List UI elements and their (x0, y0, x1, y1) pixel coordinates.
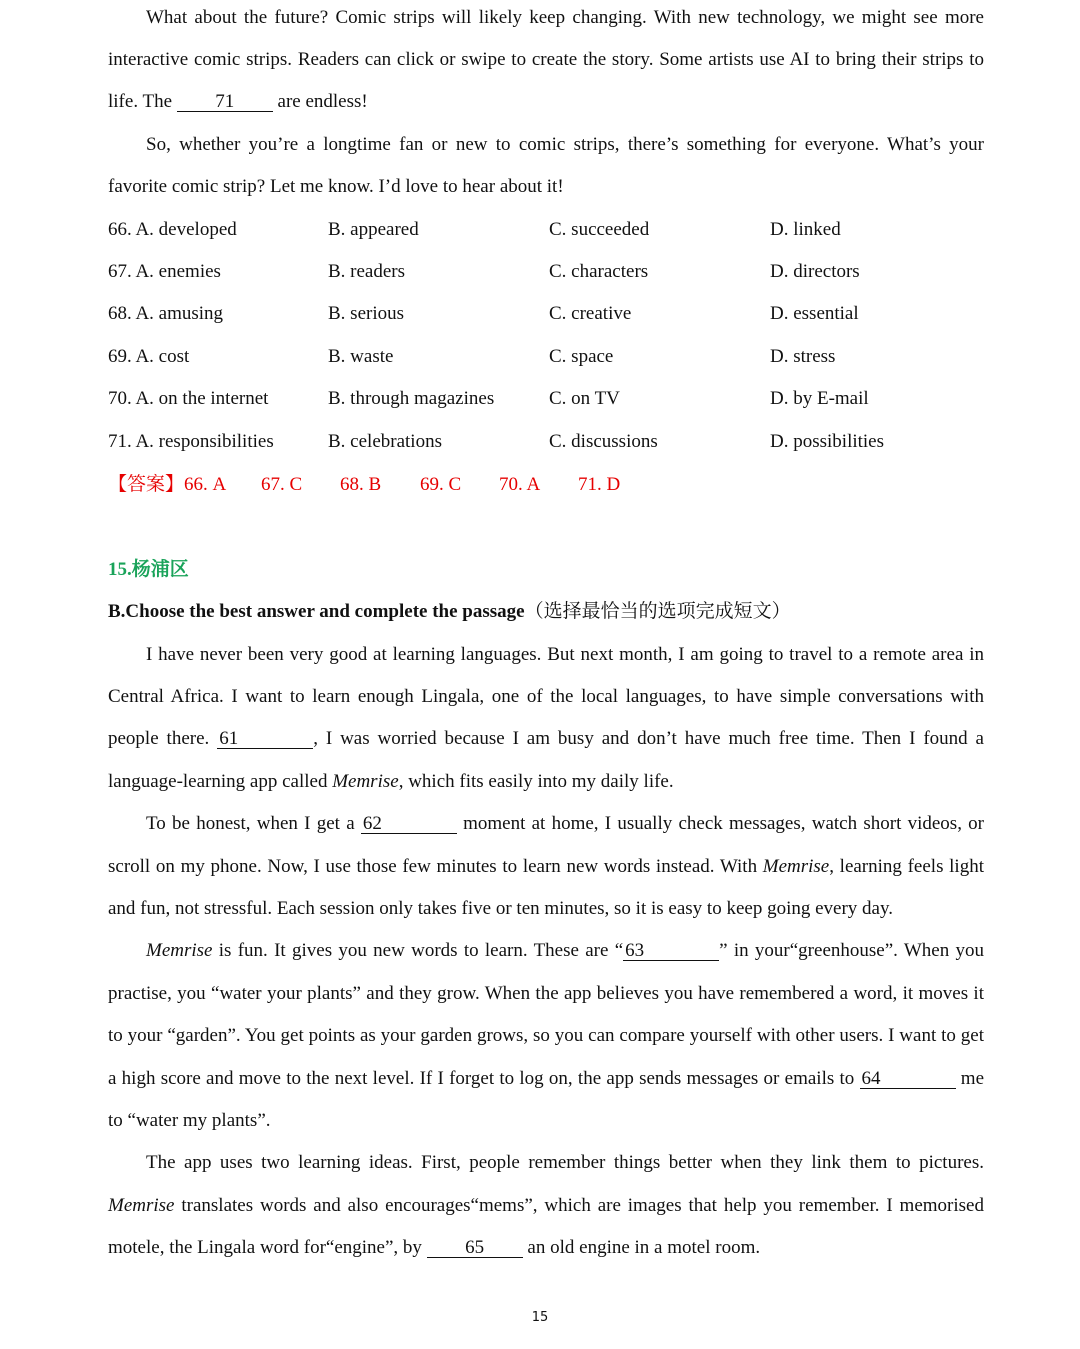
passage-line (108, 91, 984, 113)
option-a: 70. A. on the internet (108, 388, 269, 409)
app-name: Memrise (762, 856, 830, 877)
text: people there. (108, 728, 218, 749)
text: favorite comic strip? Let me know. I’d love to hear about it! (108, 176, 564, 197)
option-d: D. linked (770, 219, 841, 240)
text: life. The (108, 91, 177, 112)
text: language-learning app called (108, 771, 333, 792)
app-name: Memrise (332, 771, 399, 792)
passage-line (108, 1068, 984, 1090)
passage-line (108, 728, 984, 750)
blank-63: 63 (623, 942, 719, 961)
option-a: 71. A. responsibilities (108, 431, 274, 452)
passage-line (108, 771, 984, 793)
option-b: B. appeared (328, 219, 419, 240)
option-a: 67. A. enemies (108, 261, 221, 282)
text: What about the future? Comic strips will likely keep changing. With new technology, we might see more (146, 7, 984, 28)
option-row-70 (108, 388, 984, 410)
text: ” in your“greenhouse”. When you (719, 940, 984, 961)
option-row-66 (108, 219, 984, 241)
answer-69: 69. C (420, 474, 462, 495)
passage-line (146, 644, 984, 666)
passage-line (108, 898, 984, 920)
option-row-71 (108, 431, 984, 453)
option-d: D. by E-mail (770, 388, 869, 409)
passage-line (108, 176, 984, 198)
option-d: D. stress (770, 346, 836, 367)
text: is fun. It gives you new words to learn. These are “ (212, 940, 624, 961)
text: and fun, not stressful. Each session only takes five or ten minutes, so it is easy to keep going every day. (108, 898, 893, 919)
option-b: B. readers (328, 261, 406, 282)
passage-line (146, 813, 984, 835)
option-row-69 (108, 346, 984, 368)
blank-62: 62 (361, 815, 457, 834)
text: to “water my plants”. (108, 1110, 271, 1131)
option-c: C. characters (549, 261, 649, 282)
text: moment at home, I usually check messages, watch short videos, or (456, 813, 985, 834)
option-c: C. succeeded (549, 219, 650, 240)
passage-line (108, 686, 984, 708)
text: to your “garden”. You get points as your garden grows, so you can compare yourself with other users. I want to get (108, 1025, 984, 1046)
passage-line (108, 1237, 984, 1259)
text: me (955, 1068, 984, 1089)
option-c: C. creative (549, 303, 632, 324)
text: The app uses two learning ideas. First, people remember things better when they link them to pictures. (146, 1152, 984, 1173)
answer-68: 68. B (340, 474, 382, 495)
passage-line (108, 983, 984, 1005)
blank-61: 61 (217, 730, 313, 749)
app-name: Memrise (146, 940, 213, 961)
option-d: D. essential (770, 303, 859, 324)
option-c: C. discussions (549, 431, 658, 452)
passage-line (146, 1152, 984, 1174)
app-name: Memrise (108, 1195, 175, 1216)
answer-71: 71. D (578, 474, 621, 495)
option-b: B. waste (328, 346, 394, 367)
text: So, whether you’re a longtime fan or new to comic strips, there’s something for everyone. What’s your (146, 134, 984, 155)
passage-line (108, 856, 984, 878)
option-row-67 (108, 261, 984, 283)
text: To be honest, when I get a (146, 813, 361, 834)
option-d: D. directors (770, 261, 860, 282)
text: , which fits easily into my daily life. (398, 771, 674, 792)
answer-70: 70. A (499, 474, 541, 495)
passage-line (108, 1025, 984, 1047)
option-a: 69. A. cost (108, 346, 190, 367)
blank-71: 71 (177, 93, 273, 112)
blank-65: 65 (427, 1239, 523, 1258)
text: scroll on my phone. Now, I use those few minutes to learn new words instead. With (108, 856, 763, 877)
passage-line (146, 134, 984, 156)
section-title (108, 601, 791, 623)
option-row-68 (108, 303, 984, 325)
text: a high score and move to the next level. If I forget to log on, the app sends messages or emails to (108, 1068, 860, 1089)
text: Central Africa. I want to learn enough Lingala, one of the local languages, to have simple conversations with (108, 686, 984, 707)
option-a: 68. A. amusing (108, 303, 224, 324)
passage-line (108, 1195, 984, 1217)
text: I have never been very good at learning languages. But next month, I am going to travel to a remote area in (146, 644, 984, 665)
passage-line (108, 1110, 984, 1132)
text: an old engine in a motel room. (522, 1237, 761, 1258)
passage-line (146, 940, 984, 962)
option-b: B. through magazines (328, 388, 495, 409)
blank-64: 64 (860, 1070, 956, 1089)
text: , learning feels light (829, 856, 984, 877)
passage-line (146, 7, 984, 29)
section-heading: 15.杨浦区 (108, 559, 189, 580)
text: interactive comic strips. Readers can click or swipe to create the story. Some artists use AI to bring their strips to (108, 49, 984, 70)
text: are endless! (272, 91, 368, 112)
option-c: C. space (549, 346, 614, 367)
text: translates words and also encourages“mems”, which are images that help you remember. I memorised (174, 1195, 984, 1216)
title-en: B.Choose the best answer and complete the passage (108, 601, 525, 622)
answer-67: 67. C (261, 474, 303, 495)
text: , I was worried because I am busy and don’t have much free time. Then I found a (313, 728, 984, 749)
option-b: B. serious (328, 303, 404, 324)
answer-label: 【答案】66. A (108, 474, 227, 495)
title-cn: （选择最恰当的选项完成短文） (524, 601, 791, 622)
text: practise, you “water your plants” and they grow. When the app believes you have remembered a word, it moves it (108, 983, 984, 1004)
passage-line (108, 49, 984, 71)
text: motele, the Lingala word for“engine”, by (108, 1237, 427, 1258)
option-b: B. celebrations (328, 431, 442, 452)
option-a: 66. A. developed (108, 219, 237, 240)
page-number: 15 (531, 1310, 549, 1325)
option-c: C. on TV (549, 388, 620, 409)
option-d: D. possibilities (770, 431, 885, 452)
